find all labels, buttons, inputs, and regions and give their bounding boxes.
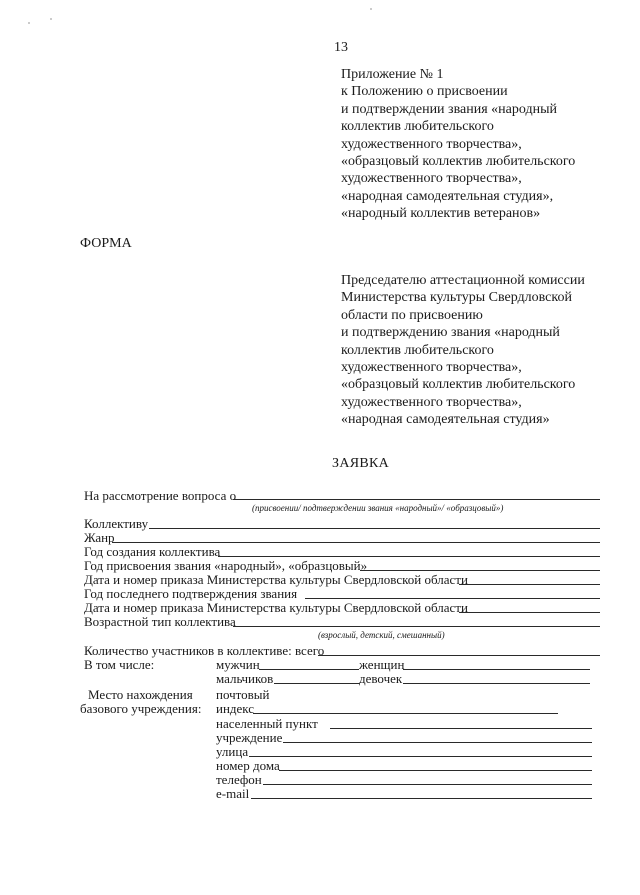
women-label: женщин — [359, 657, 405, 672]
document-title: ЗАЯВКА — [332, 456, 390, 471]
scan-speck — [370, 8, 372, 10]
settlement-field[interactable] — [330, 728, 592, 729]
email-field[interactable] — [251, 798, 592, 799]
girls-label: девочек — [359, 671, 403, 686]
addressee-line: художественного творчества», — [341, 394, 522, 410]
location-label-2: базового учреждения: — [80, 701, 202, 716]
addressee-line: коллектив любительского — [341, 342, 494, 358]
index-field[interactable] — [253, 713, 558, 714]
addressee-line: художественного творчества», — [341, 360, 522, 376]
addressee-line: «образцовый коллектив любительского — [341, 377, 576, 393]
men-label: мужчин — [216, 657, 260, 672]
age-type-label: Возрастной тип коллектива — [84, 614, 236, 629]
including-label: В том числе: — [84, 657, 155, 672]
year-awarded-label: Год присвоения звания «народный», «образцовый» — [84, 558, 368, 573]
scan-speck — [28, 22, 30, 24]
participants-total-field[interactable] — [318, 655, 600, 656]
last-confirm-field[interactable] — [305, 598, 600, 599]
year-created-field[interactable] — [218, 556, 600, 557]
boys-label: мальчиков — [216, 671, 274, 686]
appendix-line: художественного творчества», — [341, 171, 522, 187]
review-label: На рассмотрение вопроса о — [84, 488, 237, 503]
addressee-line: Министерства культуры Свердловской — [341, 290, 572, 306]
women-field[interactable] — [403, 669, 590, 670]
house-field[interactable] — [279, 770, 592, 771]
order-2-label: Дата и номер приказа Министерства культуры Свердловской области — [84, 600, 468, 615]
location-label: Место нахождения — [88, 687, 193, 702]
order-1-field[interactable] — [459, 584, 600, 585]
appendix-line: художественного творчества», — [341, 136, 522, 152]
genre-field[interactable] — [112, 542, 600, 543]
institution-field[interactable] — [283, 742, 592, 743]
institution-label: учреждение — [216, 730, 283, 745]
form-label: ФОРМА — [80, 236, 132, 251]
collective-label: Коллективу — [84, 516, 149, 531]
genre-label: Жанр — [84, 530, 115, 545]
scan-speck — [50, 18, 52, 20]
phone-field[interactable] — [263, 784, 592, 785]
appendix-line: «народная самодеятельная студия», — [341, 188, 554, 204]
street-label: улица — [216, 744, 249, 759]
review-hint: (присвоении/ подтверждении звания «народный»/ «образцовый») — [252, 503, 504, 513]
order-2-field[interactable] — [459, 612, 600, 613]
appendix-line: Приложение № 1 — [341, 67, 444, 82]
boys-field[interactable] — [274, 683, 359, 684]
page-number: 13 — [334, 40, 348, 55]
phone-label: телефон — [216, 772, 262, 787]
order-1-label: Дата и номер приказа Министерства культуры Свердловской области — [84, 572, 468, 587]
last-confirm-label: Год последнего подтверждения звания — [84, 586, 298, 601]
postal-label: почтовый — [216, 687, 270, 702]
addressee-line: области по присвоению — [341, 307, 483, 323]
appendix-line: «образцовый коллектив любительского — [341, 154, 576, 170]
house-label: номер дома — [216, 758, 280, 773]
men-field[interactable] — [259, 669, 359, 670]
appendix-line: и подтверждении звания «народный — [341, 101, 557, 117]
index-label: индекс — [216, 701, 255, 716]
street-field[interactable] — [249, 756, 592, 757]
addressee-line: и подтверждению звания «народный — [341, 325, 560, 341]
appendix-note — [341, 66, 575, 223]
appendix-line: коллектив любительского — [341, 119, 494, 135]
review-field[interactable] — [233, 499, 600, 500]
participants-label: Количество участников в коллективе: всего — [84, 643, 325, 658]
year-awarded-field[interactable] — [360, 570, 600, 571]
appendix-line: к Положению о присвоении — [341, 84, 508, 100]
collective-field[interactable] — [149, 528, 600, 529]
email-label: e-mail — [216, 786, 250, 801]
addressee-line: «народная самодеятельная студия» — [341, 412, 550, 428]
year-created-label: Год создания коллектива — [84, 544, 221, 559]
age-type-hint: (взрослый, детский, смешанный) — [318, 630, 445, 640]
addressee-block — [341, 272, 585, 429]
addressee-line: Председателю аттестационной комиссии — [341, 273, 585, 288]
age-type-field[interactable] — [233, 626, 600, 627]
settlement-label: населенный пункт — [216, 716, 318, 731]
girls-field[interactable] — [403, 683, 590, 684]
appendix-line: «народный коллектив ветеранов» — [341, 206, 541, 222]
